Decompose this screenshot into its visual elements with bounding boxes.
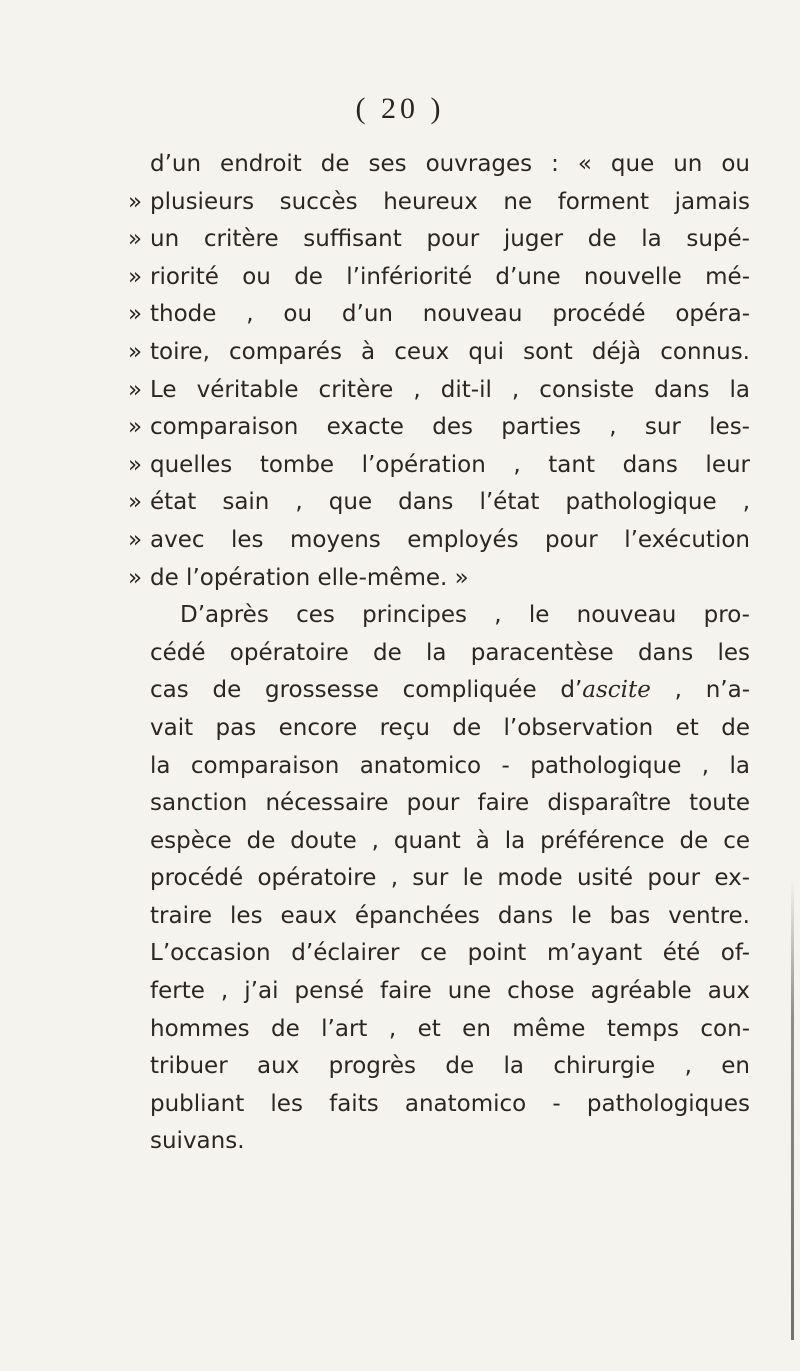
text-line — [128, 221, 750, 259]
quote-mark: » — [128, 188, 143, 215]
text-line — [128, 522, 750, 560]
quote-mark: » — [128, 489, 143, 516]
line-text: Le véritable critère , dit-il , consiste dans la — [150, 376, 750, 403]
line-text: espèce de doute , quant à la préférence de ce — [150, 827, 750, 854]
line-text: ferte , j’ai pensé faire une chose agréable aux — [150, 978, 750, 1005]
page-edge-shadow — [791, 880, 794, 1340]
line-text: comparaison exacte des parties , sur les- — [150, 414, 750, 441]
text-line — [150, 860, 750, 898]
text-line — [128, 184, 750, 222]
line-text-after: , n’a- — [650, 677, 750, 704]
quote-mark: » — [128, 376, 143, 403]
text-line — [128, 447, 750, 485]
text-line — [128, 296, 750, 334]
text-line — [128, 484, 750, 522]
text-line — [150, 635, 750, 673]
line-text: la comparaison anatomico - pathologique , la — [150, 752, 750, 779]
page-number: ( 20 ) — [355, 92, 445, 125]
line-text — [150, 672, 750, 710]
text-line — [150, 672, 750, 710]
text-line — [150, 973, 750, 1011]
line-text: tribuer aux progrès de la chirurgie , en — [150, 1053, 750, 1080]
text-line — [150, 898, 750, 936]
line-text: vait pas encore reçu de l’observation et de — [150, 714, 750, 741]
text-line — [150, 710, 750, 748]
text-line — [150, 935, 750, 973]
line-text: plusieurs succès heureux ne forment jamais — [150, 188, 750, 215]
text-line — [128, 372, 750, 410]
quote-mark: » — [128, 564, 143, 591]
line-text: suivans. — [150, 1128, 245, 1155]
text-line — [150, 1086, 750, 1124]
text-line — [150, 1011, 750, 1049]
text-line — [128, 334, 750, 372]
text-line — [128, 560, 750, 598]
text-line — [150, 748, 750, 786]
line-text: avec les moyens employés pour l’exécution — [150, 526, 750, 553]
line-text: sanction nécessaire pour faire disparaître toute — [150, 790, 750, 817]
quote-mark: » — [128, 451, 143, 478]
line-text: d’un endroit de ses ouvrages : « que un ou — [150, 151, 750, 177]
line-text: état sain , que dans l’état pathologique , — [150, 489, 750, 516]
line-text: cédé opératoire de la paracentèse dans les — [150, 639, 750, 666]
text-line — [128, 259, 750, 297]
text-line — [150, 1123, 750, 1161]
line-text: publiant les faits anatomico - pathologiques — [150, 1090, 750, 1117]
quote-mark: » — [128, 301, 143, 328]
text-line — [150, 146, 750, 184]
line-text: D’après ces principes , le nouveau pro- — [180, 602, 750, 629]
line-text: thode , ou d’un nouveau procédé opéra- — [150, 301, 750, 328]
text-line — [150, 597, 750, 635]
quote-mark: » — [128, 263, 143, 290]
quote-mark: » — [128, 526, 143, 553]
line-text: hommes de l’art , et en même temps con- — [150, 1015, 750, 1042]
line-text: un critère suffisant pour juger de la supé- — [150, 226, 750, 253]
quote-mark: » — [128, 414, 143, 441]
quote-mark: » — [128, 226, 143, 253]
body-text — [128, 146, 750, 1161]
line-text: toire, comparés à ceux qui sont déjà connus. — [150, 338, 750, 365]
line-text: riorité ou de l’infériorité d’une nouvelle mé- — [150, 263, 750, 290]
quote-mark: » — [128, 338, 143, 365]
line-text: quelles tombe l’opération , tant dans leur — [150, 451, 750, 478]
text-line — [128, 409, 750, 447]
line-text-before: cas de grossesse compliquée d’ — [150, 677, 583, 704]
line-text: traire les eaux épanchées dans le bas ventre. — [150, 902, 750, 929]
line-text: procédé opératoire , sur le mode usité pour ex- — [150, 865, 750, 892]
text-line — [150, 823, 750, 861]
line-text: L’occasion d’éclairer ce point m’ayant été of- — [150, 940, 750, 967]
italic-word: ascite — [582, 677, 651, 704]
line-text: de l’opération elle-même. » — [150, 564, 469, 591]
text-line — [150, 785, 750, 823]
text-line — [150, 1048, 750, 1086]
